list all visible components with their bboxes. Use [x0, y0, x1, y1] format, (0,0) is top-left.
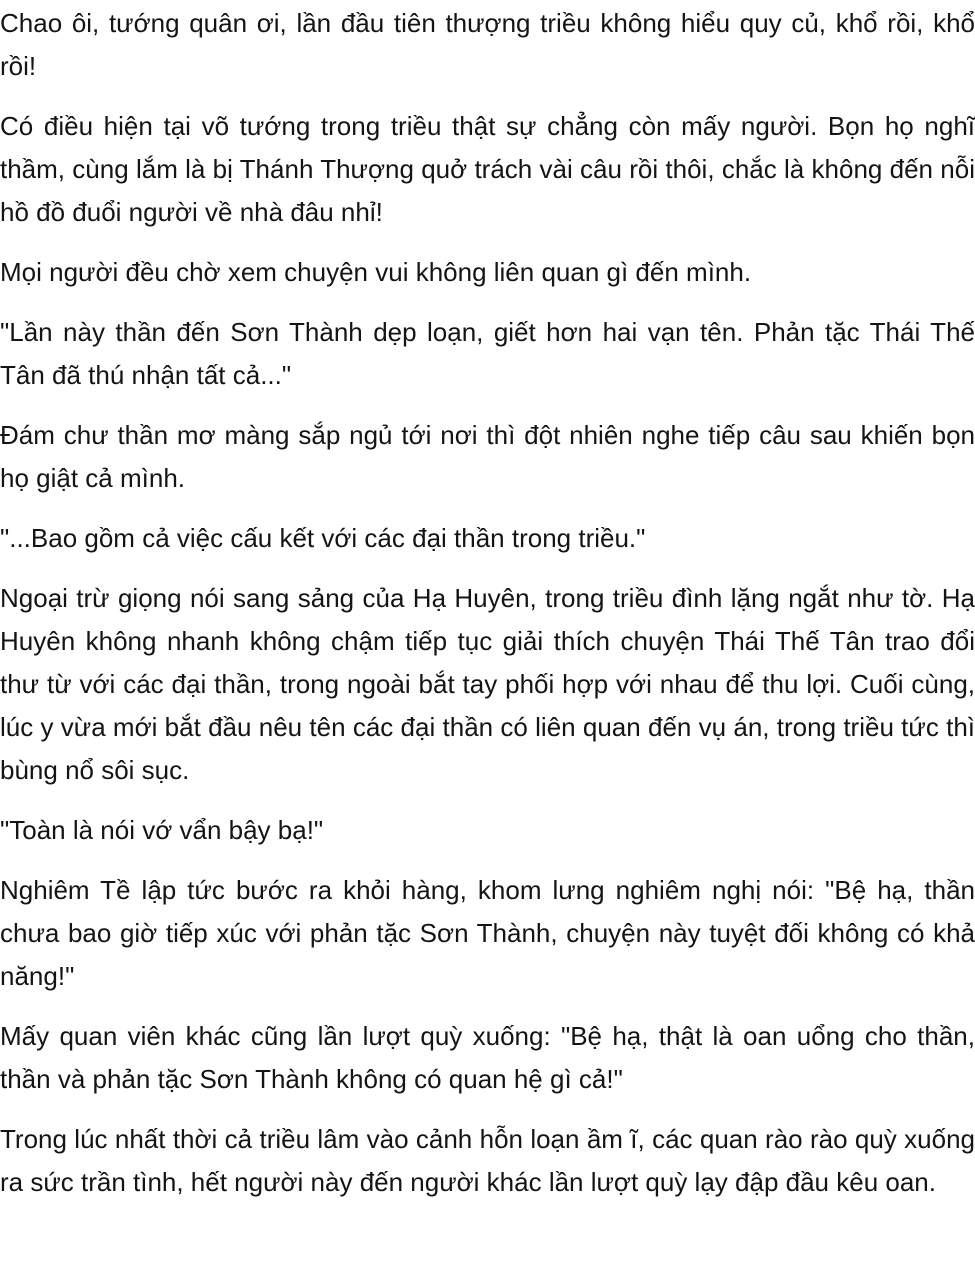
paragraph-7: Ngoại trừ giọng nói sang sảng của Hạ Huyên, trong triều đình lặng ngắt như tờ. Hạ Huyên không nhanh không chậm tiếp tục giải thích chuyện Thái Thế Tân trao đổi thư từ với các đại thần, trong ngoài bắt tay phối hợp với nhau để thu lợi. Cuối cùng, lúc y vừa mới bắt đầu nêu tên các đại thần có liên quan đến vụ án, trong triều tức thì bùng nổ sôi sục. [0, 583, 975, 785]
paragraph-9: Nghiêm Tề lập tức bước ra khỏi hàng, khom lưng nghiêm nghị nói: "Bệ hạ, thần chưa bao giờ tiếp xúc với phản tặc Sơn Thành, chuyện này tuyệt đối không có khả năng!" [0, 875, 975, 991]
paragraph-2: Có điều hiện tại võ tướng trong triều thật sự chẳng còn mấy người. Bọn họ nghĩ thầm, cùng lắm là bị Thánh Thượng quở trách vài câu rồi thôi, chắc là không đến nỗi hồ đồ đuổi người về nhà đâu nhỉ! [0, 111, 975, 227]
paragraph-3: Mọi người đều chờ xem chuyện vui không liên quan gì đến mình. [0, 257, 752, 287]
paragraph-11: Trong lúc nhất thời cả triều lâm vào cảnh hỗn loạn ầm ĩ, các quan rào rào quỳ xuống ra sức trần tình, hết người này đến người khác lần lượt quỳ lạy đập đầu kêu oan. [0, 1124, 975, 1197]
paragraph-6: "...Bao gồm cả việc cấu kết với các đại thần trong triều." [0, 523, 646, 553]
paragraph-1: Chao ôi, tướng quân ơi, lần đầu tiên thượng triều không hiểu quy củ, khổ rồi, khổ rồi! [0, 8, 975, 81]
paragraph-4: "Lần này thần đến Sơn Thành dẹp loạn, giết hơn hai vạn tên. Phản tặc Thái Thế Tân đã thú nhận tất cả..." [0, 317, 975, 390]
paragraph-8: "Toàn là nói vớ vẩn bậy bạ!" [0, 815, 324, 845]
paragraph-5: Đám chư thần mơ màng sắp ngủ tới nơi thì đột nhiên nghe tiếp câu sau khiến bọn họ giật cả mình. [0, 420, 975, 493]
paragraph-10: Mấy quan viên khác cũng lần lượt quỳ xuống: "Bệ hạ, thật là oan uổng cho thần, thần và phản tặc Sơn Thành không có quan hệ gì cả!" [0, 1021, 975, 1094]
